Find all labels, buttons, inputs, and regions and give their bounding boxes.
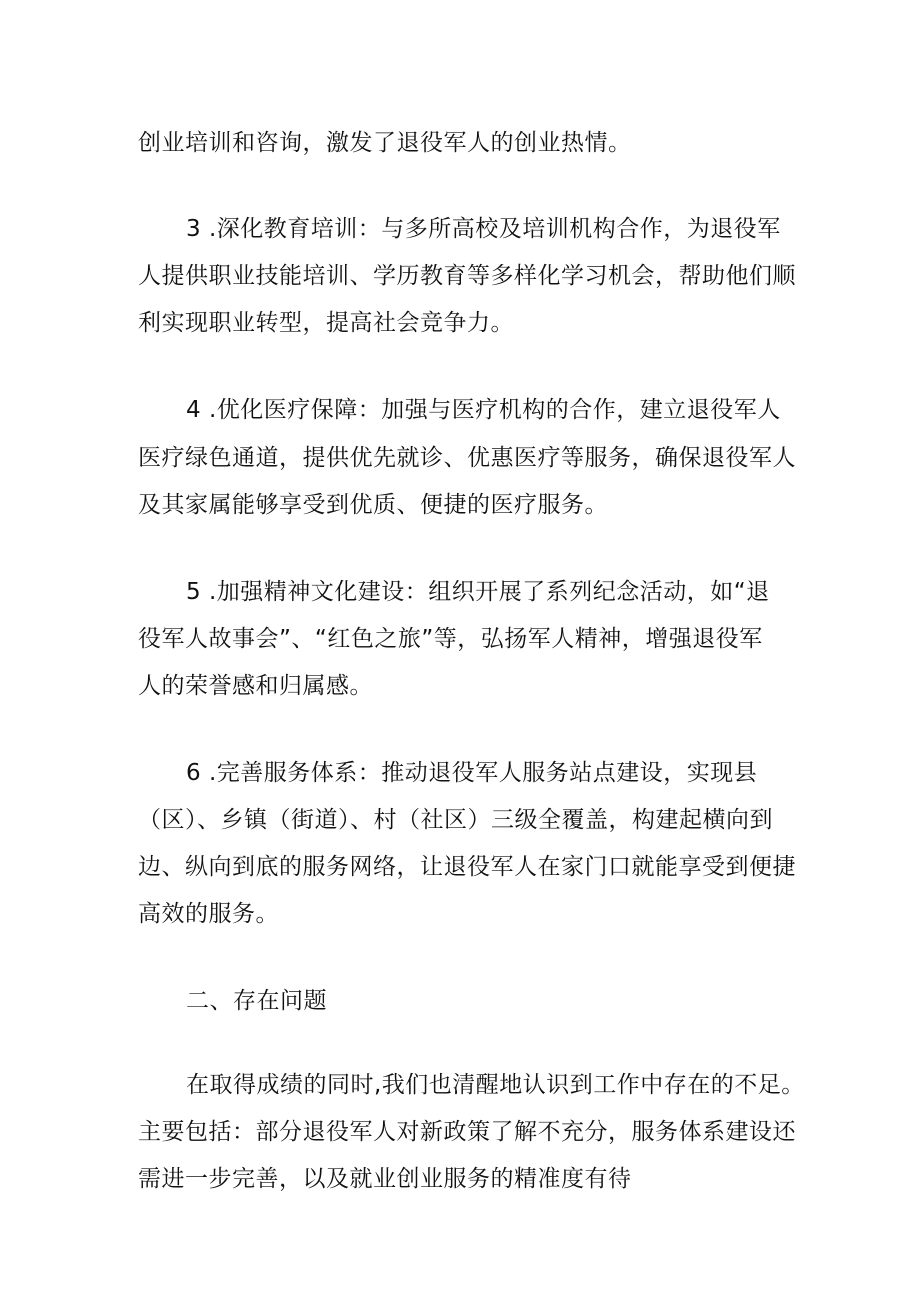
list-item-heading: 6 .完善服务体系：推动退役军人服务站点建设，实现县 [186,760,758,786]
text-line: 创业培训和咨询，激发了退役军人的创业热情。 [138,130,632,156]
text-line: 人的荣誉感和归属感。 [138,673,373,699]
text-line: 主要包括：部分退役军人对新政策了解不充分，服务体系建设还 [138,1119,796,1145]
text-line: 高效的服务。 [138,901,279,927]
text-line: 利实现职业转型，提高社会竞争力。 [138,310,514,336]
text-line: 需进一步完善，以及就业创业服务的精准度有待 [138,1166,632,1192]
section-heading: 二、存在问题 [186,988,327,1014]
text-line: 役军人故事会”、“红色之旅”等，弘扬军人精神，增强退役军 [138,626,763,652]
text-line: （区）、乡镇（街道）、村（社区）三级全覆盖，构建起横向到 [138,807,773,833]
list-item-heading: 5 .加强精神文化建设：组织开展了系列纪念活动，如“退 [186,579,770,605]
text-line: 边、纵向到底的服务网络，让退役军人在家门口就能享受到便捷 [138,854,796,880]
list-item-heading: 4 .优化医疗保障：加强与医疗机构的合作，建立退役军人 [186,397,781,423]
text-line: 及其家属能够享受到优质、便捷的医疗服务。 [138,492,608,518]
text-line: 医疗绿色通道，提供优先就诊、优惠医疗等服务，确保退役军人 [138,445,796,471]
text-line: 人提供职业技能培训、学历教育等多样化学习机会，帮助他们顺 [138,263,796,289]
list-item-heading: 3 .深化教育培训：与多所高校及培训机构合作，为退役军 [186,216,781,242]
text-line: 在取得成绩的同时,我们也清醒地认识到工作中存在的不足。 [186,1072,805,1098]
